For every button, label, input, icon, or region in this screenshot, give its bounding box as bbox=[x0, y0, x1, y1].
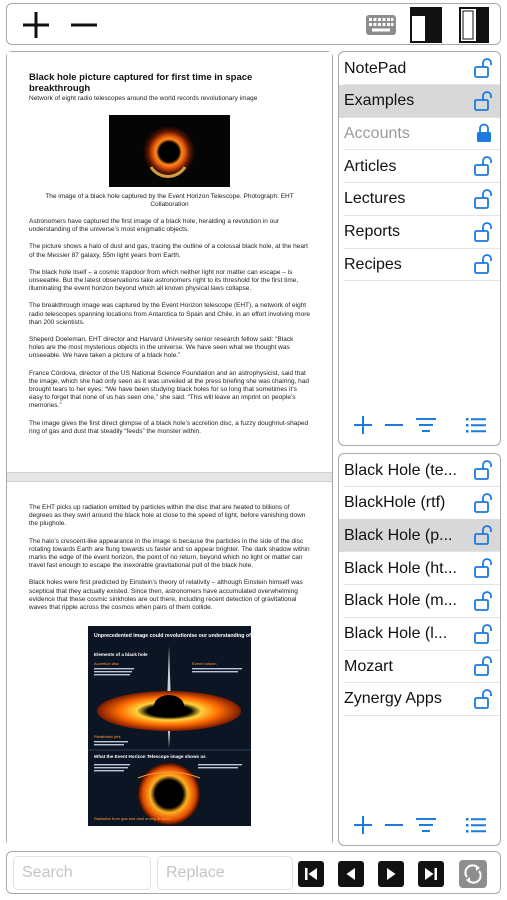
file-item[interactable] bbox=[339, 487, 500, 520]
article-subtitle: Network of eight radio telescopes around the world records revolutionary image bbox=[29, 95, 258, 102]
lock-open-icon[interactable] bbox=[473, 155, 495, 177]
lock-open-icon[interactable] bbox=[473, 590, 495, 612]
remove-button[interactable] bbox=[67, 8, 101, 42]
folder-list-view-button[interactable] bbox=[463, 413, 489, 437]
minus-icon bbox=[384, 415, 404, 435]
document-page-2 bbox=[7, 484, 332, 846]
skip-last-icon bbox=[418, 861, 444, 887]
lock-closed-icon[interactable] bbox=[473, 122, 495, 144]
sort-folders-button[interactable] bbox=[413, 413, 439, 437]
replace-icon bbox=[459, 860, 487, 888]
folder-item[interactable] bbox=[339, 183, 500, 216]
folder-item[interactable] bbox=[339, 248, 500, 281]
remove-folder-button[interactable] bbox=[381, 413, 407, 437]
previous-match-button[interactable] bbox=[338, 861, 364, 887]
remove-file-button[interactable] bbox=[381, 813, 407, 837]
article-paragraph: The breakthrough image was captured by the Event Horizon telescope (EHT), a network of eight radio telescopes spanning locations from Antarctica to Spain and Chile, in an effort involving more than 200 scientists. bbox=[29, 302, 310, 326]
svg-text:Unprecedented image could revo bbox=[94, 633, 281, 639]
replace-button[interactable] bbox=[459, 860, 487, 888]
file-item-label: Black Hole (m... bbox=[344, 592, 457, 610]
lock-open-icon[interactable] bbox=[473, 492, 495, 514]
article-paragraph: Black holes were first predicted by Einstein’s theory of relativity – although Einstein himself was sceptical that they actually existed. Since then, astronomers have accumulated overwhelming evidence that these cosmic sinkholes are out there, including recent detection of gravitational waves that ripple across the cosmos when pairs of them collide. bbox=[29, 579, 303, 612]
article-paragraph: The EHT picks up radiation emitted by particles within the disc that are heated to billions of degrees as they swirl around the black hole at close to the speed of light, before vanishing down the plughole. bbox=[29, 504, 306, 528]
file-item[interactable] bbox=[339, 650, 500, 683]
file-item[interactable] bbox=[339, 683, 500, 716]
folder-item[interactable] bbox=[339, 150, 500, 183]
list-icon bbox=[465, 416, 487, 434]
file-item-label: Mozart bbox=[344, 657, 393, 675]
lock-open-icon[interactable] bbox=[473, 188, 495, 210]
plus-icon bbox=[353, 815, 373, 835]
article-paragraph: The halo’s crescent-like appearance in the image is because the particles in the side of the disc rotating towards Earth are flung towards us faster and so appear brighter. The dark shadow within marks the edge of the event horizon, the point of no return, beyond which no light or matter can travel fast enough to escape the inexorable gravitational pull of the black hole. bbox=[29, 537, 310, 570]
search-input[interactable] bbox=[13, 856, 151, 890]
folder-item-label: Examples bbox=[344, 92, 415, 110]
file-item[interactable] bbox=[339, 618, 500, 651]
file-item[interactable] bbox=[339, 454, 500, 487]
add-button[interactable] bbox=[19, 8, 53, 42]
lock-open-icon[interactable] bbox=[473, 623, 495, 645]
lock-open-icon[interactable] bbox=[473, 90, 495, 112]
single-page-layout-button[interactable] bbox=[409, 6, 443, 44]
plus-icon bbox=[353, 415, 373, 435]
folder-item-label: Accounts bbox=[344, 124, 410, 142]
add-folder-button[interactable] bbox=[350, 413, 376, 437]
next-match-button[interactable] bbox=[378, 861, 404, 887]
document-view[interactable] bbox=[6, 51, 333, 846]
article-paragraph: Astronomers have captured the first image of a black hole, heralding a revolution in our understanding of the universe’s most enigmatic objects. bbox=[29, 218, 280, 234]
list-icon bbox=[465, 816, 487, 834]
article-paragraph: The picture shows a halo of dust and gas, tracing the outline of a colossal black hole, at the heart of the Messier 87 galaxy, 55m light years from Earth. bbox=[29, 243, 308, 259]
last-match-button[interactable] bbox=[418, 861, 444, 887]
files-panel bbox=[338, 453, 501, 846]
lock-open-icon[interactable] bbox=[473, 221, 495, 243]
layout-split-icon bbox=[459, 7, 489, 43]
lock-open-icon[interactable] bbox=[473, 524, 495, 546]
folder-item-label: NotePad bbox=[344, 59, 407, 77]
minus-icon bbox=[69, 10, 99, 40]
lock-open-icon[interactable] bbox=[473, 655, 495, 677]
folder-item-label: Articles bbox=[344, 157, 397, 175]
file-item-label: Zynergy Apps bbox=[344, 690, 442, 708]
folder-tools bbox=[339, 410, 500, 440]
keyboard-icon bbox=[365, 14, 397, 36]
folders-panel bbox=[338, 51, 501, 446]
split-layout-button[interactable] bbox=[457, 6, 491, 44]
file-list-view-button[interactable] bbox=[463, 813, 489, 837]
folder-item-label: Recipes bbox=[344, 255, 402, 273]
top-toolbar bbox=[6, 3, 501, 45]
label-accretion-disc: Accretion disc bbox=[94, 661, 119, 667]
article-paragraph: Sheperd Doeleman, EHT director and Harvard University senior research fellow said: “Black holes are the most mysterious objects in the universe. We have seen what we thought was unseeable. We have taken a picture of a black hole.” bbox=[29, 336, 294, 360]
lock-open-icon[interactable] bbox=[473, 459, 495, 481]
folder-item[interactable] bbox=[339, 216, 500, 249]
file-item-label: BlackHole (rtf) bbox=[344, 494, 446, 512]
file-tools bbox=[339, 810, 500, 840]
label-radiation: Radiation from gas and dust arcing around bbox=[94, 816, 170, 822]
file-item[interactable] bbox=[339, 585, 500, 618]
file-item-label: Black Hole (ht... bbox=[344, 559, 457, 577]
add-file-button[interactable] bbox=[350, 813, 376, 837]
lock-open-icon[interactable] bbox=[473, 57, 495, 79]
article-paragraph: The black hole itself – a cosmic trapdoor from which neither light nor matter can escape – is unseeable. But the latest observations take astronomers right to its threshold for the first time, illuminating the event horizon beyond which all known physical laws collapse. bbox=[29, 268, 299, 293]
article-paragraph: France Córdova, director of the US National Science Foundation and an astrophysicist, said that the image, which she had only seen as it was unveiled at the press briefing she was chairing, had brought tears to her eyes: “We have been studying black holes for so long that sometimes it’s easy to forget that none of us has seen one,” she said. “This will leave an imprint on people’s memories.” bbox=[29, 369, 310, 410]
black-hole-infographic bbox=[88, 626, 281, 826]
file-item[interactable] bbox=[339, 552, 500, 585]
plus-icon bbox=[21, 10, 51, 40]
page-break bbox=[7, 472, 332, 482]
file-item-label: Black Hole (p... bbox=[344, 526, 453, 544]
label-relativistic-jets: Relativistic jets bbox=[94, 734, 121, 740]
folder-item-label: Reports bbox=[344, 223, 401, 240]
next-icon bbox=[378, 861, 404, 887]
sort-files-button[interactable] bbox=[413, 813, 439, 837]
label-event-horizon: Event horizon bbox=[192, 661, 217, 667]
infographic-section-1: Elements of a black hole bbox=[94, 652, 148, 658]
skip-first-icon bbox=[298, 861, 324, 887]
file-item[interactable] bbox=[339, 519, 500, 552]
article-title: Black hole picture captured for first time in space breakthrough bbox=[29, 72, 253, 94]
layout-single-icon bbox=[410, 7, 442, 43]
folder-item-label: Lectures bbox=[344, 190, 406, 208]
file-item-label: Black Hole (te... bbox=[344, 461, 457, 479]
folder-item[interactable] bbox=[339, 85, 500, 118]
search-bar bbox=[6, 851, 501, 894]
first-match-button[interactable] bbox=[298, 861, 324, 887]
infographic-section-2: What the Event Horizon Telescope image shows us bbox=[94, 754, 206, 760]
replace-input[interactable] bbox=[157, 856, 293, 890]
lock-open-icon[interactable] bbox=[473, 688, 495, 710]
black-hole-photo bbox=[109, 115, 230, 187]
sort-icon bbox=[415, 816, 437, 834]
photo-caption: The image of a black hole captured by the Event Horizon Telescope. Photograph: EHT Collaboration bbox=[45, 193, 294, 208]
folder-item[interactable] bbox=[339, 117, 500, 150]
sort-icon bbox=[415, 416, 437, 434]
file-item-label: Black Hole (l... bbox=[344, 625, 448, 642]
article-paragraph: The image gives the first direct glimpse of a black hole’s accretion disc, a fuzzy doughnut-shaped ring of gas and dust that steadily “feeds” the monster within. bbox=[29, 419, 309, 435]
row-divider bbox=[344, 280, 500, 281]
keyboard-button[interactable] bbox=[364, 10, 398, 40]
previous-icon bbox=[338, 861, 364, 887]
lock-open-icon[interactable] bbox=[473, 557, 495, 579]
row-divider bbox=[344, 715, 500, 716]
folder-item[interactable] bbox=[339, 52, 500, 85]
lock-open-icon[interactable] bbox=[473, 253, 495, 275]
infographic-heading: Unprecedented image could revolutionise our understanding of black holes bbox=[94, 633, 281, 640]
document-page-1 bbox=[7, 52, 332, 472]
minus-icon bbox=[384, 815, 404, 835]
